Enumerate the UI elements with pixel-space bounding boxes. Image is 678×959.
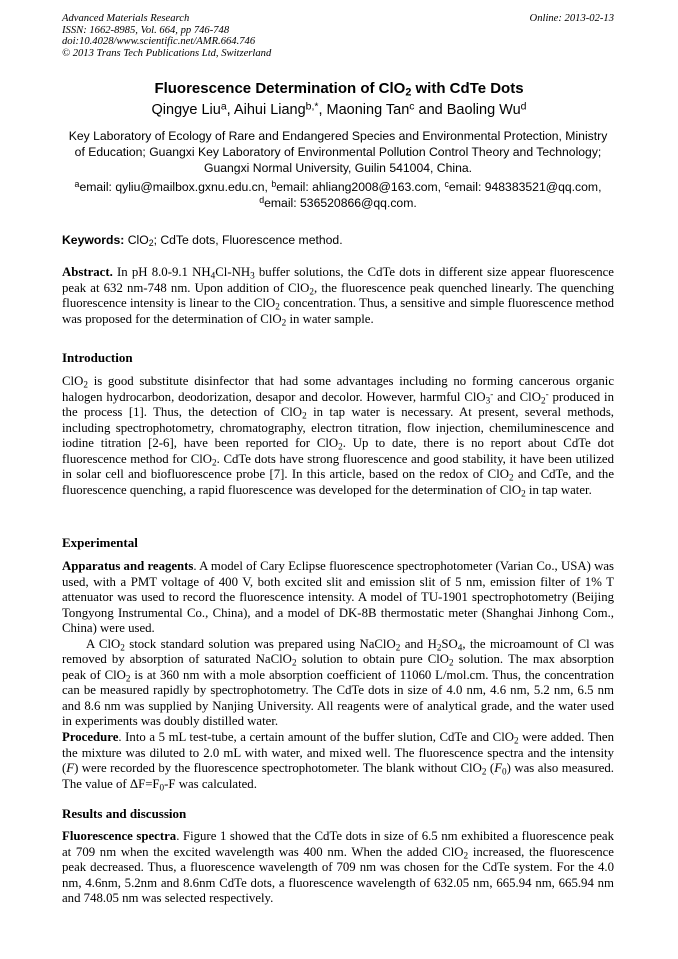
email-link[interactable]: email: 536520866@qq.com.: [264, 195, 417, 210]
author-name: Maoning Tan: [326, 102, 410, 118]
results-text: Fluorescence spectra. Figure 1 showed that the CdTe dots in size of 6.5 nm exhibited a fluorescence peak at 709 nm when the excited wavelength was 400 nm. When the added ClO$_2$ increased, the fluorescence peak decreased. Thus, a fluorescence wavelength of 709 nm was chosen for the CdTe system. For the 4.0 nm, 4.6nm, 5.2nm and 8.6nm CdTe dots, a fluorescence wavelength of 632.05 nm, 665.94 nm, 665.94 nm and 748.05 nm was selected respectively.: [62, 829, 614, 906]
affiliation: Key Laboratory of Ecology of Rare and Endangered Species and Environmental Protection, Ministry of Education; Guangxi Key Laboratory of Environmental Pollution Control Theory and Technology; Guangxi Normal University, Guilin 541004, China.: [68, 129, 608, 175]
experimental-text: [62, 559, 614, 792]
abstract: Abstract. In pH 8.0-9.1 $NH_4Cl-NH_3$ buffer solutions, the CdTe dots in different size appear fluorescence peak at 632 nm-748 nm. Upon addition of ClO$_2$, the fluorescence peak quenched linearly. The quenching fluorescence intensity is linear to the ClO$_2$ concentration. Thus, a sensitive and simple fluorescence method was proposed for the determination of ClO$_2$ in water sample.: [62, 265, 614, 327]
keywords-label: Keywords:: [62, 233, 125, 247]
paper-title: Fluorescence Determination of ClO$_2$ with CdTe Dots: [154, 80, 524, 99]
email-link[interactable]: email: 948383521@qq.com,: [448, 180, 602, 194]
apparatus-paragraph: Apparatus and reagents. A model of Cary Eclipse fluorescence spectrophotometer (Varian Co., USA) was used, with a PMT voltage of 400 V, both excited slit and emission slit of 5 nm, emission filter of 1% T attenuator was used to record the fluorescence intensity. A model of TU-1901 spectrophotometry (Beijing Tongyong Instrumental Co., China), and a model of DK-8B thermostatic meter (Shanghai Jinhong Com., China) were used.: [62, 559, 614, 636]
section-heading-experimental: Experimental: [62, 535, 138, 550]
author-mark: c: [409, 101, 415, 113]
email-link[interactable]: email: ahliang2008@163.com,: [276, 180, 445, 194]
author-name: Qingye Liu: [151, 102, 221, 118]
author-name: Aihui Liang: [233, 102, 306, 118]
standard-solution-paragraph: A ClO$_2$ stock standard solution was prepared using NaClO$_2$ and $H_2SO_4$, the microamount of Cl was removed by absorption of saturated NaClO$_2$ solution to obtain pure ClO$_2$ solution. The max absorption peak of ClO$_2$ is at 360 nm with a mole absorption coefficient of 11060 L/mol.cm. Thus, the concentration can be measured rapidly by spectrophotometry. The CdTe dots in size of 4.0 nm, 4.6 nm, 5.2 nm, 6.5 nm and 8.6 nm was supplied by Nanjing University. All reagents were of analytical grade, and the water used in experiments was doubly distilled water.: [62, 636, 614, 729]
author-mark: b,*: [305, 101, 319, 113]
journal-name: Advanced Materials Research: [62, 13, 190, 24]
author-mark: a: [220, 101, 227, 113]
online-date: Online: 2013-02-13: [529, 13, 614, 24]
journal-meta: [62, 13, 271, 59]
doi-line[interactable]: doi:10.4028/www.scientific.net/AMR.664.746: [62, 36, 256, 48]
keywords: Keywords: ClO$_2$; CdTe dots, Fluorescence method.: [62, 233, 343, 249]
introduction-text: ClO$_2$ is good substitute disinfector that had some advantages including no forming cancerous organic halogen hydrocarbon, deodorization, desapor and decolor. However, harmful ClO$_3$- and ClO$_2$- produced in the process [1]. Thus, the detection of ClO$_2$ in tap water is necessary. At present, several methods, including spectrophotometry, chromatography, electron titration, flow injection, chemiluminescence and iodine titration [2-6], have been reported for ClO$_2$. Up to date, there is no report about CdTe dot fluorescence method for ClO$_2$. CdTe dots have strong fluorescence and good stability, it have been utilized in solar cell and biofluorescence probe [7]. In this article, based on the redox of ClO$_2$ and CdTe, and the fluorescence quenching, a rapid fluorescence was developed for the determination of ClO$_2$ in tap water.: [62, 374, 615, 499]
section-heading-results: Results and discussion: [62, 806, 187, 821]
author-list: Qingye Liu$^a$, Aihui Liang$^{b,*}$, Maoning Tan$^c$ and Baoling Wu$^d$: [151, 101, 527, 118]
author-name: Baoling Wu: [446, 102, 521, 118]
email-link[interactable]: email: qyliu@mailbox.gxnu.edu.cn,: [79, 180, 272, 194]
abstract-label: Abstract.: [62, 265, 113, 279]
author-mark: d: [520, 101, 527, 113]
issn-line: ISSN: 1662-8985, Vol. 664, pp 746-748: [62, 24, 230, 36]
section-heading-introduction: Introduction: [62, 350, 133, 365]
copyright-line: © 2013 Trans Tech Publications Ltd, Switzerland: [62, 47, 272, 59]
procedure-paragraph: Procedure. Into a 5 mL test-tube, a certain amount of the buffer slution, CdTe and ClO$_2$ were added. Then the mixture was diluted to 2.0 mL with water, and mixed well. The fluorescence spectra and the intensity (F) were recorded by the fluorescence spectrophotometer. The blank without ClO$_2$ $(F_0)$ was also measured. The value of $\Delta F=F_0-F$ was calculated.: [62, 730, 615, 792]
email-list: $^a$email: qyliu@mailbox.gxnu.edu.cn, $^b$email: ahliang2008@163.com, $^c$email: 948383521@qq.com, $^d$email: 536520866@qq.com.: [74, 179, 602, 210]
